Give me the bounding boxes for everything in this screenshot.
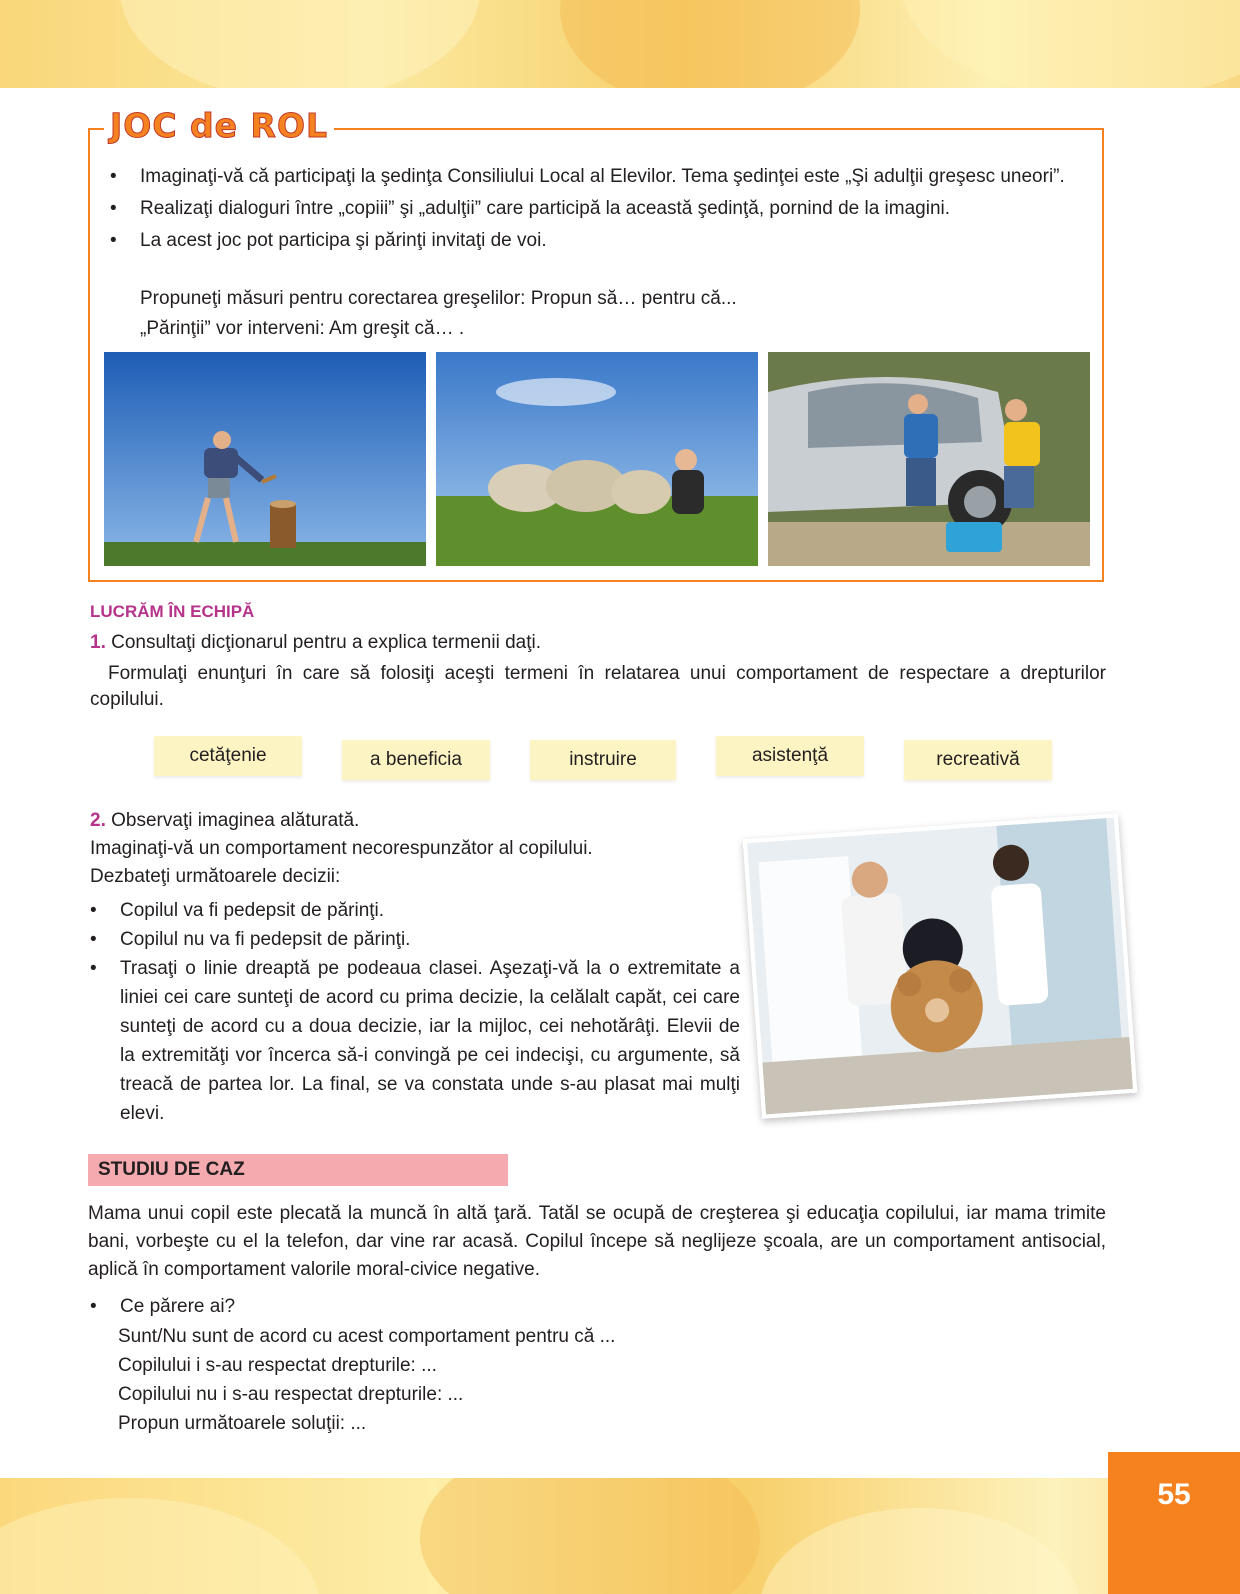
term-card: instruire [530,740,676,780]
list-item: • Imaginaţi-vă că participaţi la şedinţa Consiliului Local al Elevilor. Tema şedinţei este „Şi adulţii greşesc uneori”. [110,164,1098,190]
photo-boy-with-sheep [436,352,758,566]
decision-bullets [90,896,740,1128]
role-play-line: Propuneţi măsuri pentru corectarea greşelilor: Propun să… pentru că... [140,288,737,309]
photo-child-with-teddy-bear [743,813,1138,1119]
case-study-paragraph: Mama unui copil este plecată la muncă în altă ţară. Tatăl se ocupă de creşterea şi educaţia copilului, iar mama trimite bani, vorbeşte cu el la telefon, dar vine rar acasă. Copilul începe să neglijeze şcoala, are un comportament antisocial, aplică în comportament valorile moral-civice negative. [88,1203,1106,1280]
item-number: 1. [90,632,106,653]
photo-boy-chopping-wood [104,352,426,566]
photo-children-washing-car [768,352,1090,566]
team-task-2-text: Observaţi imaginea alăturată. [111,810,360,831]
term-card: a beneficia [342,740,490,780]
term-card: cetăţenie [154,736,302,776]
team-task-2-line: Imaginaţi-vă un comportament necorespunzător al copilului. [90,838,593,859]
item-number: 2. [90,810,106,831]
case-study-line: Copilului nu i s-au respectat drepturile: ... [118,1384,464,1405]
term-card: asistenţă [716,736,864,776]
list-item: • Copilul va fi pedepsit de părinţi. [90,896,740,925]
team-task-1 [90,630,541,656]
term-card: recreativă [904,740,1052,780]
case-study-heading: STUDIU DE CAZ [88,1154,508,1186]
case-study-line: Copilului i s-au respectat drepturile: ... [118,1355,437,1376]
case-study-line: Sunt/Nu sunt de acord cu acest comportament pentru că ... [118,1326,616,1347]
role-play-line: „Părinţii” vor interveni: Am greşit că… . [140,318,465,339]
case-study-line: Propun următoarele soluţii: ... [118,1413,367,1434]
team-work-heading: LUCRĂM ÎN ECHIPĂ [90,602,255,621]
list-item: • Copilul nu va fi pedepsit de părinţi. [90,925,740,954]
list-item: • Realizaţi dialoguri între „copiii” şi „adulţii” care participă la această şedinţă, pornind de la imagini. [110,196,1098,222]
bottom-decorative-band [0,1478,1240,1594]
list-item: • Trasaţi o linie dreaptă pe podeaua clasei. Aşezaţi-vă la o extremitate a liniei cei care sunteţi de acord cu prima decizie, la celălalt capăt, cei care sunteţi de acord cu a doua decizie, iar la mijloc, cei nehotărâţi. Elevii de la extremităţi vor încerca să-i convingă pe cei indecişi, cu argumente, să treacă de partea lor. La final, se va constata unde s-au plasat mai mulţi elevi. [90,954,740,1128]
team-task-1-text: Consultaţi dicţionarul pentru a explica termenii daţi. [111,632,541,653]
role-play-bullets [110,164,1098,254]
team-task-1-paragraph: Formulaţi enunţuri în care să folosiţi aceşti termeni în relatarea unui comportament de respectare a drepturilor copilului. [90,663,1106,710]
role-play-title: JOC de ROL [104,106,334,145]
top-decorative-band [0,0,1240,88]
page-number: 55 [1108,1452,1240,1594]
team-task-2-line: Dezbateţi următoarele decizii: [90,866,341,887]
team-task-2 [90,808,359,834]
case-study-bullets [90,1294,690,1320]
list-item: • La acest joc pot participa şi părinţi invitaţi de voi. [110,228,1098,254]
list-item: • Ce părere ai? [90,1294,690,1320]
